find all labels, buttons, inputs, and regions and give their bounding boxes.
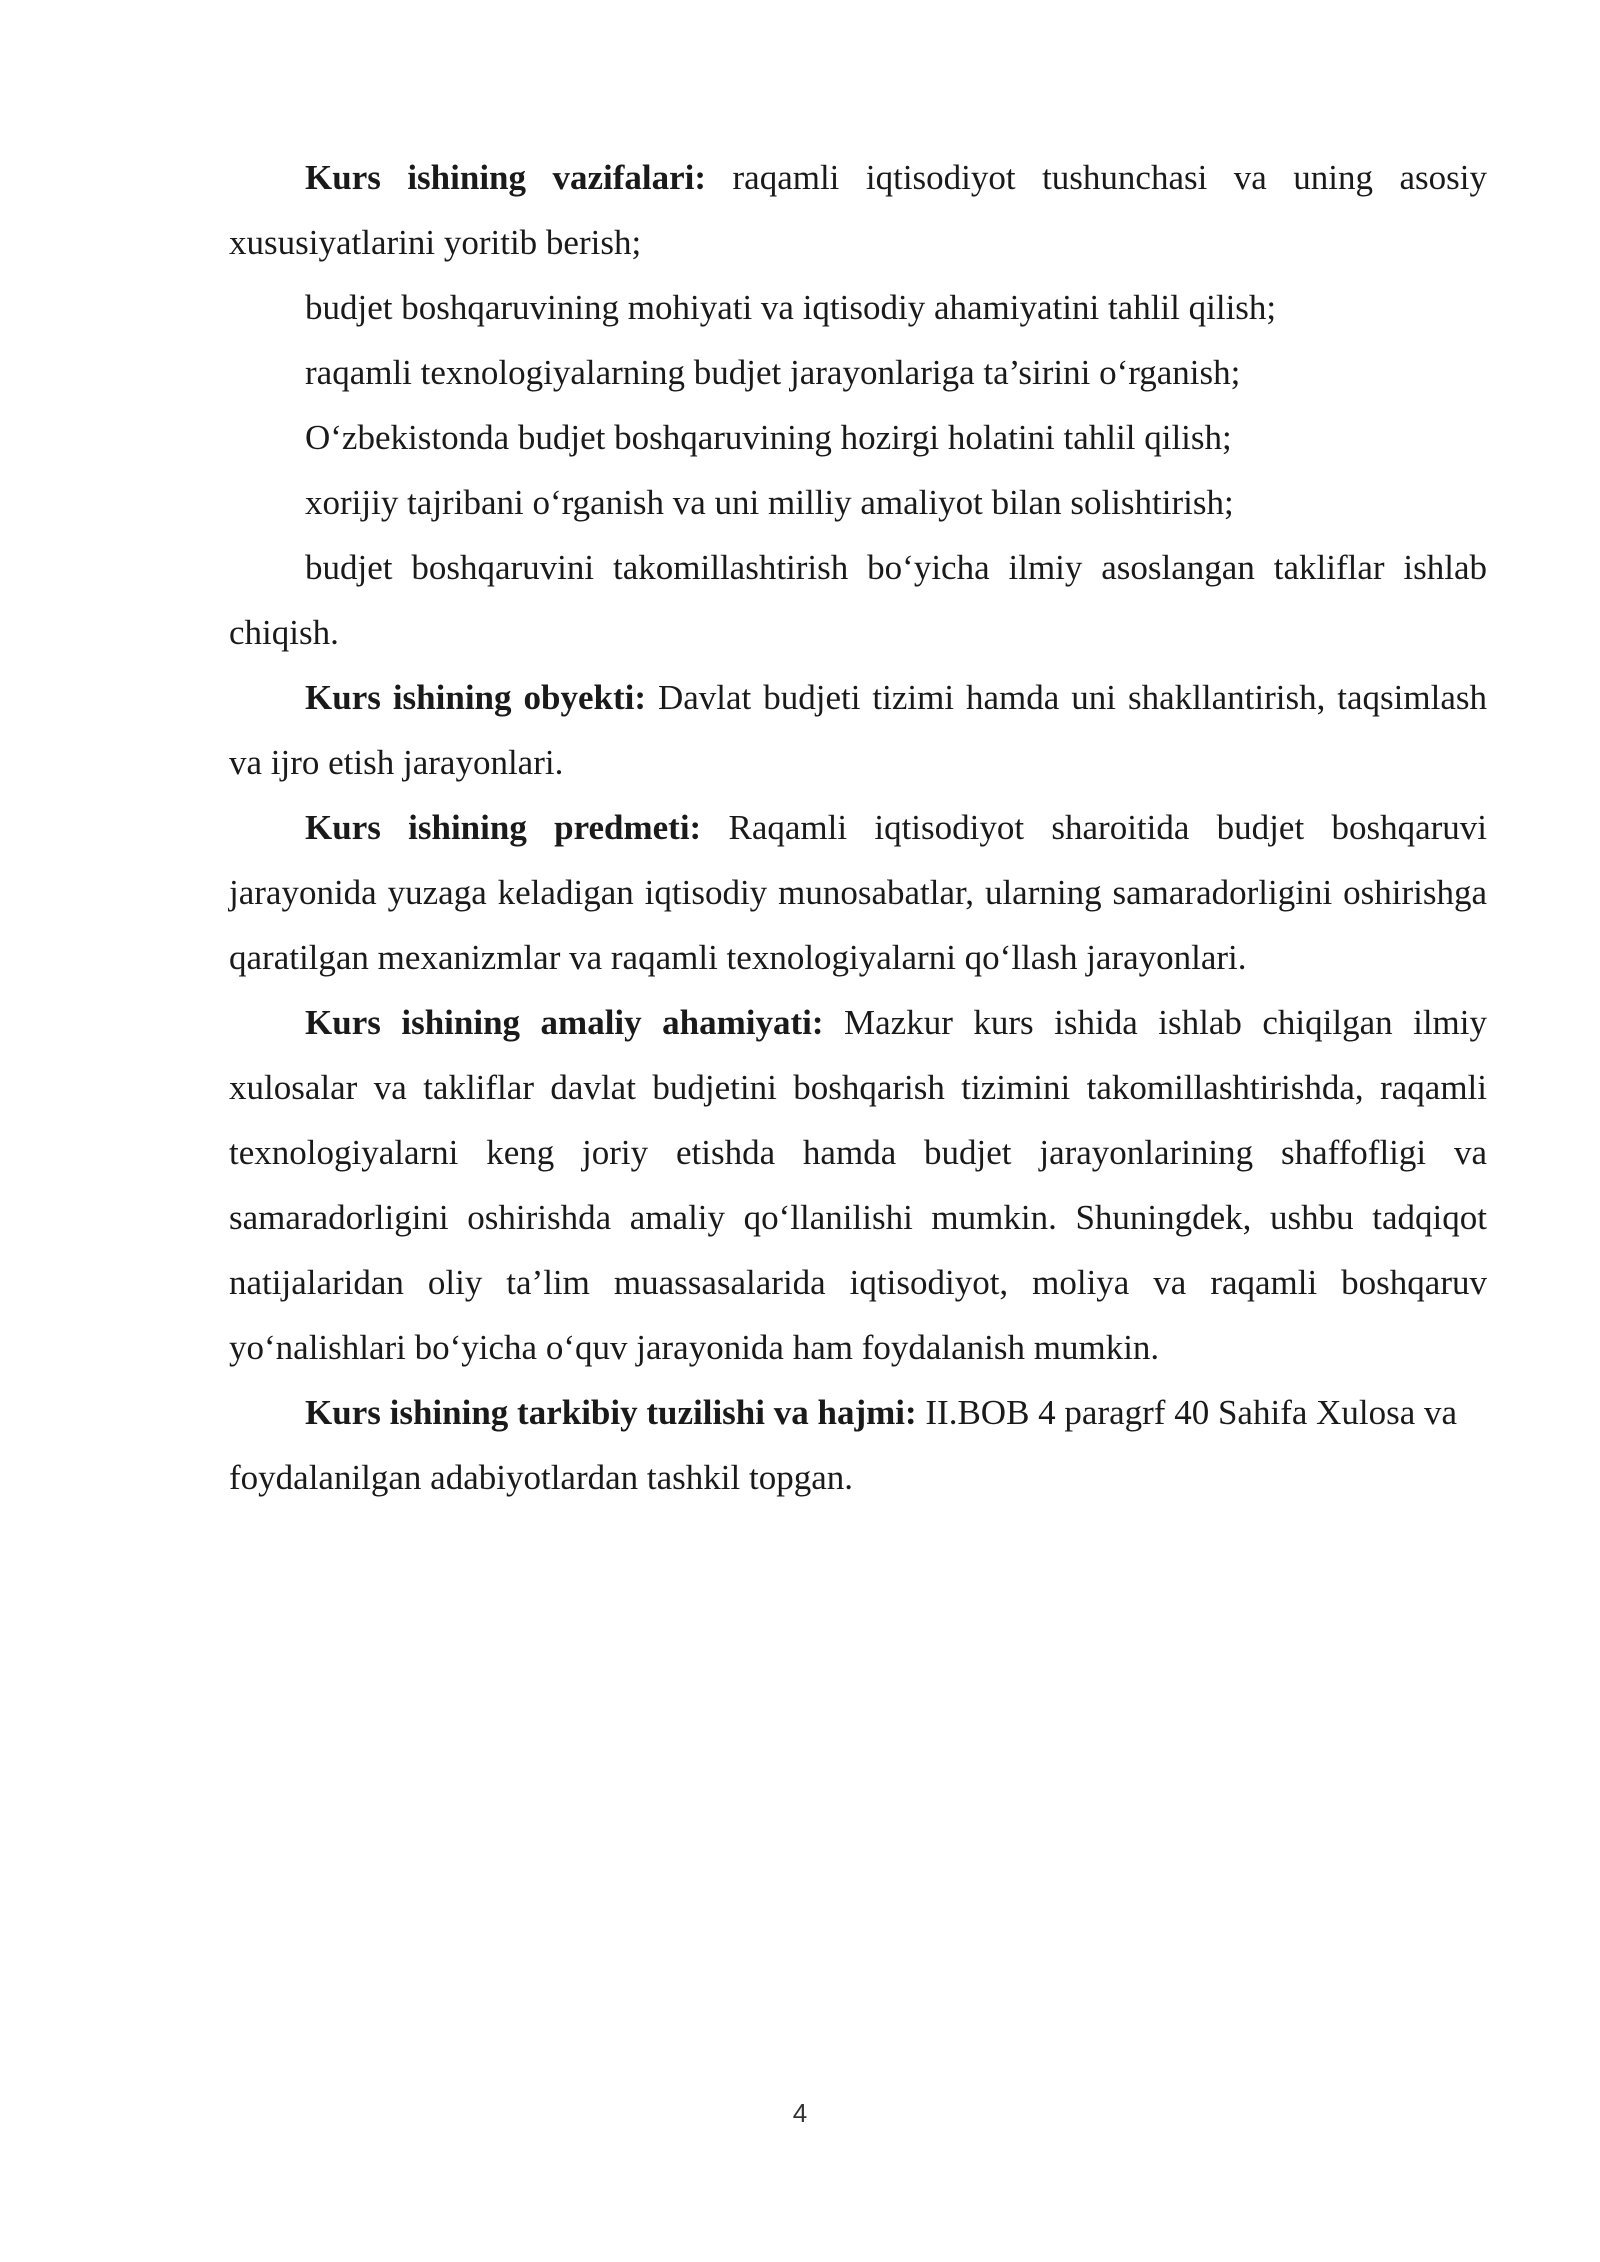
paragraph-label: Kurs ishining vazifalari: xyxy=(305,158,707,197)
paragraph-label: Kurs ishining amaliy ahamiyati: xyxy=(305,1003,824,1042)
paragraph-practical-significance xyxy=(229,990,1487,1380)
paragraph-text: Mazkur kurs ishida ishlab chiqilgan ilmiy xulosalar va takliflar davlat budjetini boshqarish tizimini takomillashtirishda, raqamli texnologiyalarni keng joriy etishda hamda budjet jarayonlarining shaffofligi va samaradorligini oshirishda amaliy qo‘llanilishi mumkin. Shuningdek, ushbu tadqiqot natijalaridan oliy ta’lim muassasalarida iqtisodiyot, moliya va raqamli boshqaruv yo‘nalishlari bo‘yicha o‘quv jarayonida ham foydalanish mumkin. xyxy=(229,1003,1487,1367)
paragraph-text: raqamli texnologiyalarning budjet jarayonlariga ta’sirini o‘rganish; xyxy=(305,353,1241,392)
paragraph-text: O‘zbekistonda budjet boshqaruvining hozirgi holatini tahlil qilish; xyxy=(305,418,1232,457)
task-item xyxy=(229,470,1487,535)
paragraph-text: Raqamli iqtisodiyot sharoitida budjet boshqaruvi jarayonida yuzaga keladigan iqtisodiy munosabatlar, ularning samaradorligini oshirishga qaratilgan mexanizmlar va raqamli texnologiyalarni qo‘llash jarayonlari. xyxy=(229,808,1487,977)
paragraph-subject xyxy=(229,795,1487,990)
paragraph-tasks xyxy=(229,145,1487,275)
paragraph-label: Kurs ishining tarkibiy tuzilishi va hajmi: xyxy=(305,1393,917,1432)
paragraph-label: Kurs ishining predmeti: xyxy=(305,808,702,847)
paragraph-text: II.BOB 4 paragrf 40 Sahifa Xulosa va foydalanilgan adabiyotlardan tashkil topgan. xyxy=(229,1393,1458,1497)
task-item xyxy=(229,535,1487,665)
task-item xyxy=(229,405,1487,470)
page-number: 4 xyxy=(792,2098,808,2128)
paragraph-label: Kurs ishining obyekti: xyxy=(305,678,646,717)
paragraph-structure xyxy=(229,1380,1487,1510)
paragraph-object xyxy=(229,665,1487,795)
paragraph-text: budjet boshqaruvini takomillashtirish bo‘yicha ilmiy asoslangan takliflar ishlab chiqish. xyxy=(229,548,1487,652)
task-item xyxy=(229,340,1487,405)
paragraph-text: budjet boshqaruvining mohiyati va iqtisodiy ahamiyatini tahlil qilish; xyxy=(305,288,1277,327)
task-item xyxy=(229,275,1487,340)
document-body xyxy=(229,145,1487,1510)
paragraph-text: raqamli iqtisodiyot tushunchasi va uning asosiy xususiyatlarini yoritib berish; xyxy=(229,158,1487,262)
paragraph-text: xorijiy tajribani o‘rganish va uni milliy amaliyot bilan solishtirish; xyxy=(305,483,1234,522)
paragraph-text: Davlat budjeti tizimi hamda uni shakllantirish, taqsimlash va ijro etish jarayonlari. xyxy=(229,678,1487,782)
